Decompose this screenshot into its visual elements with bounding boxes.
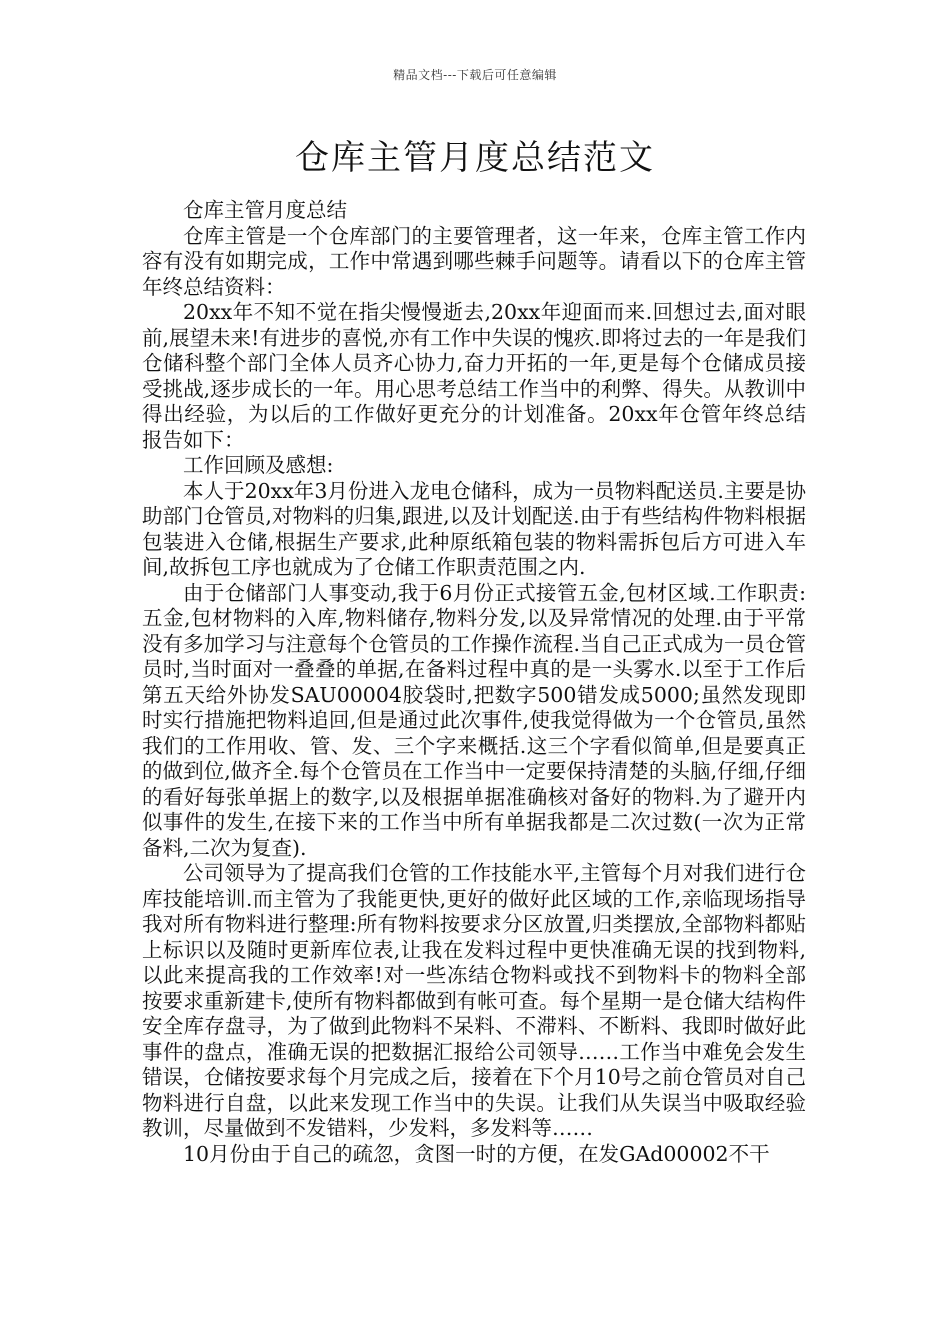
document-title: 仓库主管月度总结范文 [295,138,655,178]
paragraph-responsibilities: 由于仓储部门人事变动,我于6月份正式接管五金,包材区域.工作职责:五金,包材物料的入库,物料储存,物料分发,以及异常情况的处理.由于平常没有多加学习与注意每个仓管员的工作操作流程.当自己正式成为一员仓管员时,当时面对一叠叠的单据,在备料过程中真的是一头雾水.以至于工作后第五天给外协发SAU00004胶袋时,把数字500错发成5000;虽然发现即时实行措施把物料追回,但是通过此次事件,使我觉得做为一个仓管员,虽然我们的工作用收、管、发、三个字来概括.这三个字看似简单,但是要真正的做到位,做齐全.每个仓管员在工作当中一定要保持清楚的头脑,仔细,仔细的看好每张单据上的数字,以及根据单据准确核对备好的物料.为了避开内似事件的发生,在接下来的工作当中所有单据我都是二次过数(一次为正常备料,二次为复查). [142,580,806,860]
document-body [142,198,806,1167]
paragraph-training: 公司领导为了提高我们仓管的工作技能水平,主管每个月对我们进行仓库技能培训.而主管为了我能更快,更好的做好此区域的工作,亲临现场指导我对所有物料进行整理:所有物料按要求分区放置,归类摆放,全部物料都贴上标识以及随时更新库位表,让我在发料过程中更快准确无误的找到物料,以此来提高我的工作效率!对一些冻结仓物料或找不到物料卡的物料全部按要求重新建卡,使所有物料都做到有帐可查。每个星期一是仓储大结构件安全库存盘寻，为了做到此物料不呆料、不滞料、不断料、我即时做好此事件的盘点，准确无误的把数据汇报给公司领导……工作当中难免会发生错误，仓储按要求每个月完成之后，接着在下个月10号之前仓管员对自己物料进行自盘，以此来发现工作当中的失误。让我们从失误当中吸取经验教训，尽量做到不发错料，少发料，多发料等…… [142,861,806,1140]
paragraph-subtitle: 仓库主管月度总结 [183,198,347,222]
paragraph-october: 10月份由于自己的疏忽，贪图一时的方便，在发GAd00002不干 [183,1141,770,1166]
header-note: 精品文档---下载后可任意编辑 [393,68,557,82]
paragraph-intro: 仓库主管是一个仓库部门的主要管理者，这一年来，仓库主管工作内容有没有如期完成，工作中常遇到哪些棘手问题等。请看以下的仓库主管年终总结资料： [142,223,806,299]
paragraph-year-review: 20xx年不知不觉在指尖慢慢逝去,20xx年迎面而来.回想过去,面对眼前,展望未来!有进步的喜悦,亦有工作中失误的愧疚.即将过去的一年是我们仓储科整个部门全体人员齐心协力,奋力开拓的一年,更是每个仓储成员接受挑战,逐步成长的一年。用心思考总结工作当中的利弊、得失。从教训中得出经验，为以后的工作做好更充分的计划准备。20xx年仓管年终总结报告如下： [142,300,806,452]
paragraph-joining: 本人于20xx年3月份进入龙电仓储科，成为一员物料配送员.主要是协助部门仓管员,对物料的归集,跟进,以及计划配送.由于有些结构件物料根据包装进入仓储,根据生产要求,此种原纸箱包装的物料需拆包后方可进入车间,故拆包工序也就成为了仓储工作职责范围之内. [142,478,806,579]
paragraph-section-heading: 工作回顾及感想: [183,453,334,477]
